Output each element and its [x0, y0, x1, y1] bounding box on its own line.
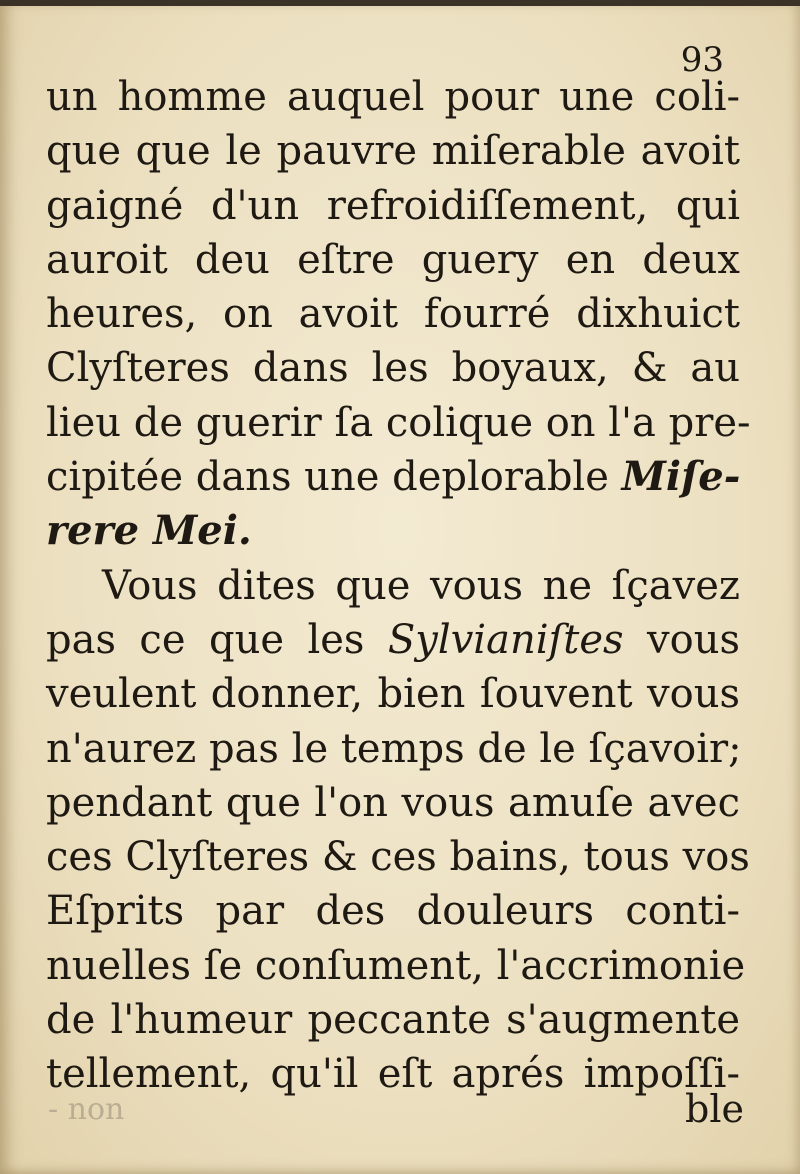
text-line-roman: vous	[623, 616, 740, 663]
text-line: auroit deu eſtre guery en deux	[46, 236, 740, 283]
text-line: que que le pauvre miſerable avoit	[46, 128, 740, 175]
italic-phrase: Miſe-	[621, 453, 741, 501]
italic-phrase: rere Mei.	[46, 507, 252, 555]
text-line: Eſprits par des douleurs conti-	[46, 888, 740, 935]
text-line: pendant que l'on vous amuſe avec	[46, 779, 740, 826]
signature-mark: - non	[48, 1092, 125, 1127]
text-line: lieu de guerir ſa colique on l'a pre-	[46, 399, 751, 446]
page-number: 93	[680, 40, 724, 80]
text-line-roman: pas ce que les	[46, 616, 388, 663]
catchword: ble	[685, 1087, 744, 1131]
text-line: veulent donner, bien ſouvent vous	[46, 671, 740, 718]
text-line: tellement, qu'il eſt aprés impoſſi-	[46, 1051, 740, 1098]
text-line: heures, on avoit fourré dixhuict	[46, 291, 740, 338]
text-line	[46, 450, 740, 504]
text-line: gaigné d'un refroidiſſement, qui	[46, 182, 740, 229]
text-line-roman: cipitée dans une deplorable	[46, 454, 622, 501]
italic-phrase: Sylvianiſtes	[387, 616, 624, 663]
text-line: un homme auquel pour une coli-	[46, 74, 740, 120]
text-line: Vous dites que vous ne ſçavez	[102, 562, 740, 609]
text-line: Clyſteres dans les boyaux, & au	[46, 345, 740, 392]
text-line: ces Clyſteres & ces bains, tous vos	[46, 834, 750, 881]
text-line	[46, 504, 740, 558]
text-line: de l'humeur peccante s'augmente	[46, 997, 740, 1044]
page-top-edge	[0, 0, 800, 6]
text-line: n'aurez pas le temps de le ſçavoir;	[46, 725, 742, 772]
text-line	[46, 613, 740, 667]
body-text	[46, 70, 751, 1102]
text-line: nuelles ſe conſument, l'accrimonie	[46, 942, 746, 989]
